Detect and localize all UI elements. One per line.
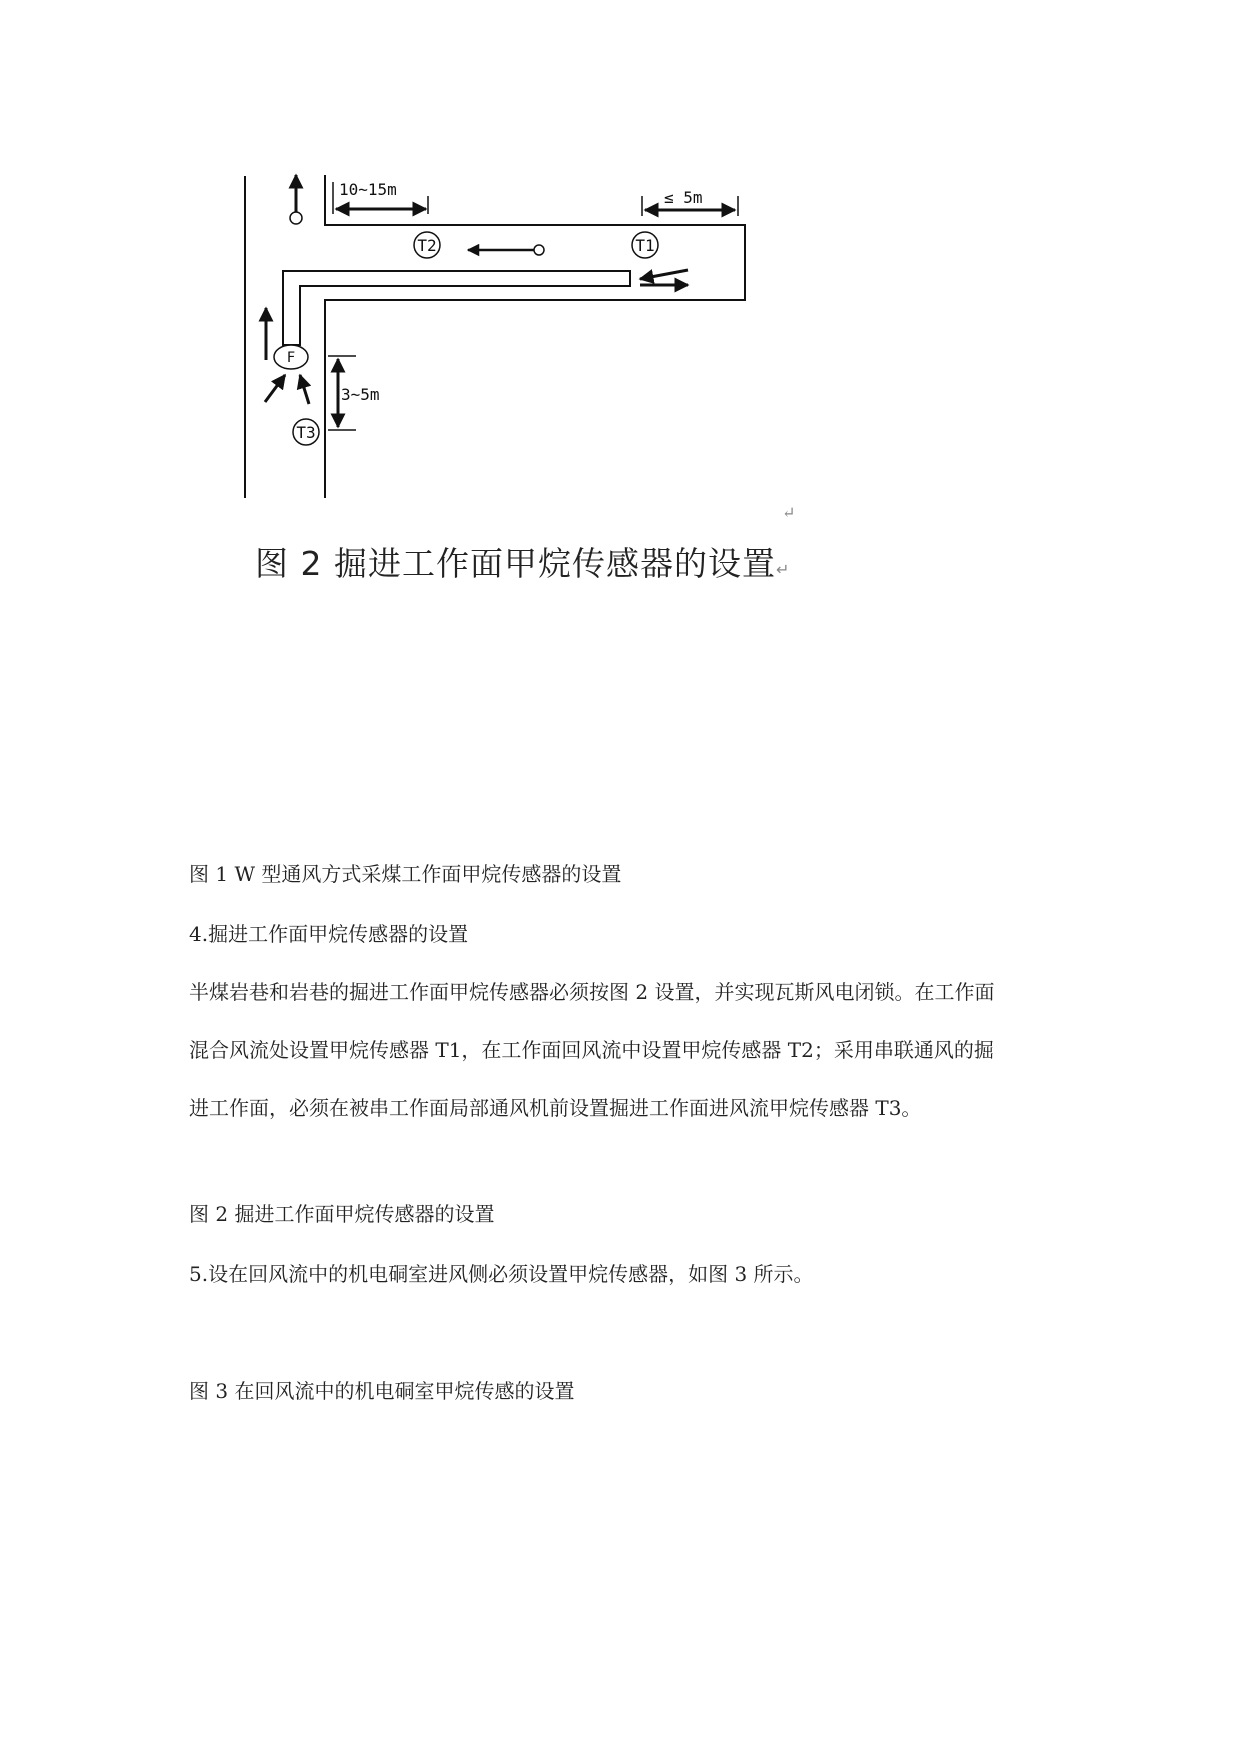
section-4-body-line-2: 混合风流处设置甲烷传感器 T1，在工作面回风流中设置甲烷传感器 T2；采用串联通风的掘 (189, 1038, 994, 1062)
face-airflow-arrow-back (640, 270, 688, 279)
figure-2-caption: 图 2 掘进工作面甲烷传感器的设置 (189, 1202, 495, 1226)
dimension-10-15m (333, 180, 428, 214)
paragraph-mark: ↵ (775, 560, 791, 579)
figure-2-image-caption: 图 2 掘进工作面甲烷传感器的设置↵ (255, 544, 791, 583)
dimension-3-5m (328, 356, 380, 430)
sensor-t2 (414, 232, 440, 258)
dimension-le-5m (642, 188, 738, 216)
section-4-body-line-3: 进工作面，必须在被串工作面局部通风机前设置掘进工作面进风流甲烷传感器 T3。 (189, 1096, 922, 1120)
section-4-body-line-1: 半煤岩巷和岩巷的掘进工作面甲烷传感器必须按图 2 设置，并实现瓦斯风电闭锁。在工作面 (189, 980, 995, 1004)
section-4-title: 4.掘进工作面甲烷传感器的设置 (189, 922, 469, 946)
heading-walls (325, 175, 745, 498)
svg-text:T2: T2 (417, 236, 437, 255)
svg-text:F: F (286, 350, 296, 366)
label-le-5m: ≤ 5m (664, 188, 703, 207)
fan-intake-arrow-left (265, 375, 285, 402)
roadway-walls (245, 175, 745, 498)
label-3-5m: 3~5m (341, 385, 380, 404)
fan-intake-arrow-right (300, 375, 309, 404)
figure-2-diagram (0, 0, 1241, 620)
local-fan (274, 345, 308, 369)
svg-text:T3: T3 (296, 423, 316, 442)
paragraph-mark: ↵ (782, 503, 796, 522)
figure-3-caption: 图 3 在回风流中的机电硐室甲烷传感的设置 (189, 1379, 575, 1403)
airflow-arrows (265, 175, 688, 404)
svg-text:T1: T1 (635, 236, 655, 255)
ventilation-duct (283, 271, 630, 345)
sensor-t3 (293, 419, 319, 445)
section-5-text: 5.设在回风流中的机电硐室进风侧必须设置甲烷传感器，如图 3 所示。 (189, 1262, 814, 1286)
sensor-t1 (632, 232, 658, 258)
figure-1-caption: 图 1 W 型通风方式采煤工作面甲烷传感器的设置 (189, 862, 622, 886)
label-10-15m: 10~15m (339, 180, 397, 199)
